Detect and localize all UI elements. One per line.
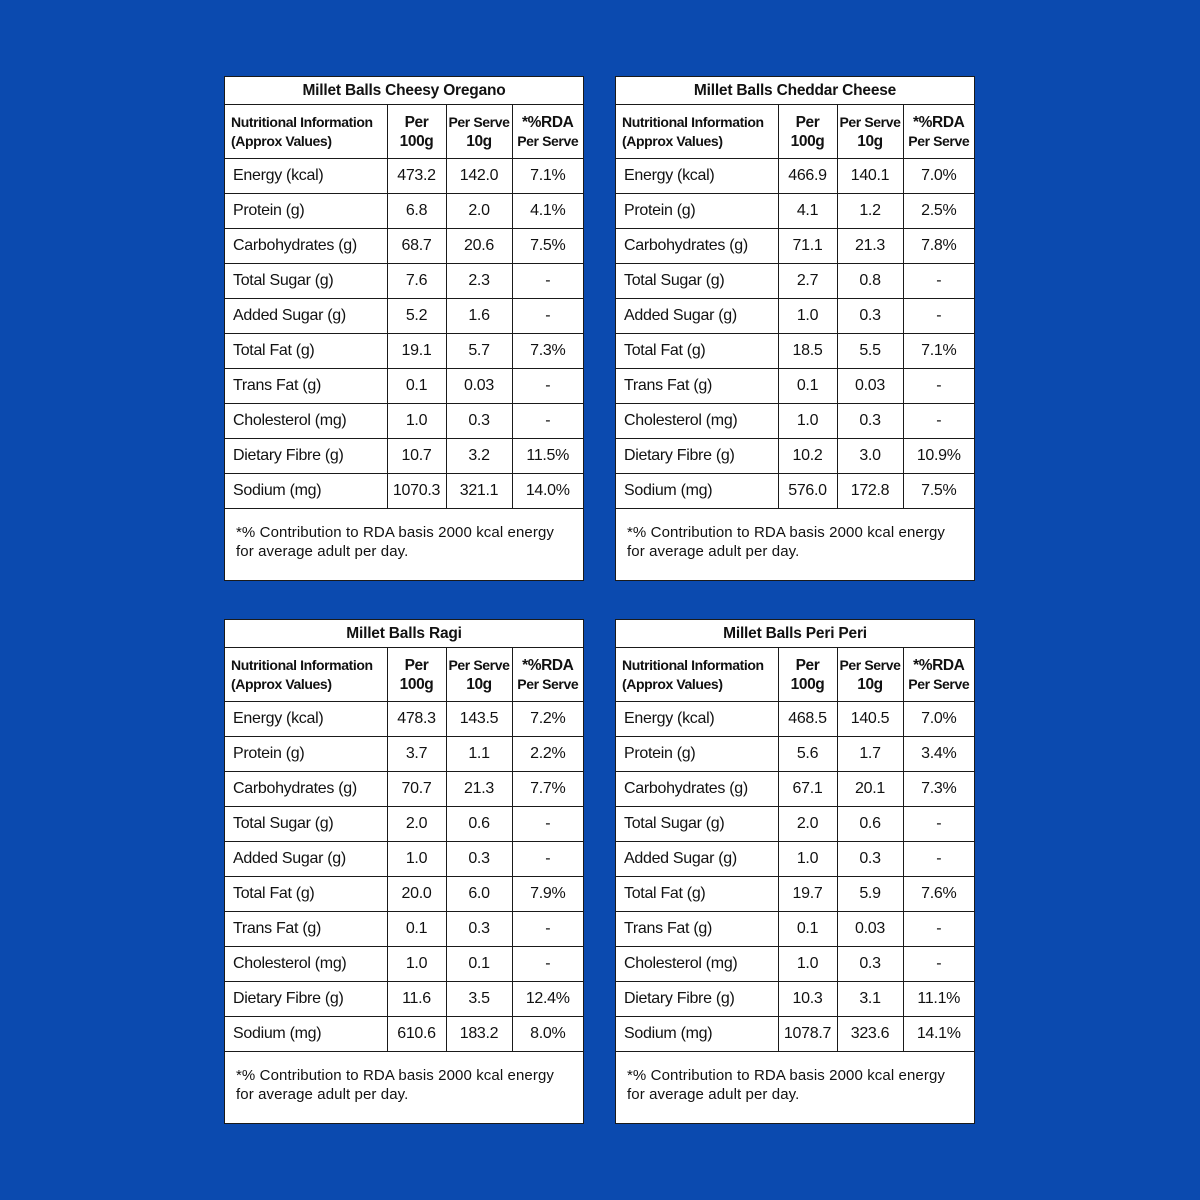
table-row (225, 877, 583, 912)
value-rda: 7.0% (903, 702, 974, 737)
table-row (225, 947, 583, 982)
value-rda: 2.5% (903, 194, 974, 229)
table-row (616, 912, 974, 947)
nutrition-panel-cheesy-oregano (224, 76, 584, 581)
value-rda: - (903, 369, 974, 404)
value-per-100g: 67.1 (778, 772, 837, 807)
nutrient-name: Sodium (mg) (225, 1017, 387, 1052)
nutrient-name: Protein (g) (225, 194, 387, 229)
nutrient-name: Total Fat (g) (225, 877, 387, 912)
value-per-100g: 473.2 (387, 159, 446, 194)
nutrient-name: Dietary Fibre (g) (225, 982, 387, 1017)
value-rda: - (903, 299, 974, 334)
table-row (225, 229, 583, 264)
footnote-line: *% Contribution to RDA basis 2000 kcal energy (627, 524, 946, 541)
table-row (616, 334, 974, 369)
nutrient-name: Protein (g) (225, 737, 387, 772)
value-rda: - (903, 842, 974, 877)
nutrient-name: Total Sugar (g) (225, 807, 387, 842)
header-nutritional-info (225, 648, 387, 702)
nutrient-name: Total Sugar (g) (616, 807, 778, 842)
header-label: Nutritional Information (231, 113, 373, 130)
value-per-serve: 140.5 (837, 702, 903, 737)
header-per-serve (837, 105, 903, 159)
value-rda: - (903, 947, 974, 982)
value-rda: 14.0% (512, 474, 583, 509)
value-rda: 7.1% (903, 334, 974, 369)
table-row (225, 1017, 583, 1052)
nutrition-panel-peri-peri (615, 619, 975, 1124)
value-per-100g: 70.7 (387, 772, 446, 807)
header-label: 10g (466, 675, 492, 693)
nutrient-name: Carbohydrates (g) (616, 772, 778, 807)
header-label: Nutritional Information (231, 656, 373, 673)
table-row (225, 299, 583, 334)
value-per-100g: 20.0 (387, 877, 446, 912)
header-label: Per (795, 113, 820, 131)
footnote-line: for average adult per day. (236, 1086, 409, 1103)
value-per-100g: 2.0 (778, 807, 837, 842)
nutrient-name: Carbohydrates (g) (616, 229, 778, 264)
value-per-100g: 610.6 (387, 1017, 446, 1052)
footnote (616, 509, 974, 562)
value-rda: - (512, 369, 583, 404)
nutrient-name: Dietary Fibre (g) (225, 439, 387, 474)
nutrient-name: Total Fat (g) (616, 334, 778, 369)
value-per-serve: 142.0 (446, 159, 512, 194)
value-per-serve: 0.3 (837, 947, 903, 982)
value-per-100g: 10.7 (387, 439, 446, 474)
value-per-serve: 3.2 (446, 439, 512, 474)
value-rda: 3.4% (903, 737, 974, 772)
nutrition-table (616, 77, 974, 561)
value-per-100g: 10.2 (778, 439, 837, 474)
value-per-100g: 19.7 (778, 877, 837, 912)
value-per-100g: 1.0 (778, 404, 837, 439)
footnote-line: for average adult per day. (236, 543, 409, 560)
table-row (225, 369, 583, 404)
value-per-serve: 3.0 (837, 439, 903, 474)
value-rda: 11.5% (512, 439, 583, 474)
value-per-100g: 1.0 (387, 842, 446, 877)
header-per-100g (778, 648, 837, 702)
value-rda: - (512, 912, 583, 947)
value-per-100g: 576.0 (778, 474, 837, 509)
nutrient-name: Sodium (mg) (616, 1017, 778, 1052)
value-rda: 7.6% (903, 877, 974, 912)
value-rda: - (903, 404, 974, 439)
table-row (616, 159, 974, 194)
nutrient-name: Added Sugar (g) (225, 299, 387, 334)
value-per-serve: 5.7 (446, 334, 512, 369)
value-rda: - (903, 807, 974, 842)
table-row (225, 772, 583, 807)
nutrient-name: Trans Fat (g) (225, 369, 387, 404)
value-per-serve: 0.3 (446, 912, 512, 947)
nutrient-name: Total Fat (g) (616, 877, 778, 912)
value-rda: - (903, 264, 974, 299)
header-label: Nutritional Information (622, 113, 764, 130)
value-per-100g: 0.1 (778, 369, 837, 404)
footnote-line: for average adult per day. (627, 1086, 800, 1103)
table-row (616, 737, 974, 772)
table-row (616, 194, 974, 229)
header-label: 100g (399, 132, 434, 150)
panel-title: Millet Balls Cheesy Oregano (225, 77, 583, 105)
footnote (616, 1052, 974, 1105)
table-row (616, 474, 974, 509)
value-per-100g: 19.1 (387, 334, 446, 369)
value-per-serve: 0.8 (837, 264, 903, 299)
value-per-100g: 1070.3 (387, 474, 446, 509)
header-label: *%RDA (522, 656, 574, 674)
value-rda: 10.9% (903, 439, 974, 474)
value-rda: 2.2% (512, 737, 583, 772)
nutrition-panel-cheddar-cheese (615, 76, 975, 581)
value-rda: 7.2% (512, 702, 583, 737)
value-per-100g: 0.1 (387, 912, 446, 947)
value-rda: 11.1% (903, 982, 974, 1017)
footnote-line: *% Contribution to RDA basis 2000 kcal energy (236, 524, 555, 541)
header-label: Per (404, 113, 429, 131)
nutrient-name: Trans Fat (g) (225, 912, 387, 947)
header-label: 10g (857, 675, 883, 693)
value-per-serve: 6.0 (446, 877, 512, 912)
header-label: Per (404, 656, 429, 674)
value-per-serve: 21.3 (446, 772, 512, 807)
value-per-100g: 10.3 (778, 982, 837, 1017)
header-label: Per Serve (908, 132, 970, 149)
nutrient-name: Total Sugar (g) (616, 264, 778, 299)
value-rda: 7.0% (903, 159, 974, 194)
header-label: (Approx Values) (622, 675, 723, 692)
value-per-serve: 321.1 (446, 474, 512, 509)
header-label: 100g (790, 675, 825, 693)
value-per-serve: 140.1 (837, 159, 903, 194)
nutrition-table (616, 620, 974, 1104)
table-header-row (616, 648, 974, 702)
panel-title: Millet Balls Peri Peri (616, 620, 974, 648)
value-per-serve: 0.6 (446, 807, 512, 842)
value-per-serve: 1.2 (837, 194, 903, 229)
table-row (616, 404, 974, 439)
header-per-100g (778, 105, 837, 159)
nutrient-name: Cholesterol (mg) (616, 947, 778, 982)
header-nutritional-info (616, 105, 778, 159)
value-per-serve: 21.3 (837, 229, 903, 264)
value-rda: - (512, 264, 583, 299)
value-per-100g: 6.8 (387, 194, 446, 229)
nutrient-name: Energy (kcal) (225, 702, 387, 737)
value-rda: 7.5% (512, 229, 583, 264)
nutrient-name: Sodium (mg) (225, 474, 387, 509)
header-label: 100g (399, 675, 434, 693)
value-per-100g: 1.0 (778, 947, 837, 982)
value-per-serve: 0.3 (446, 404, 512, 439)
value-per-100g: 11.6 (387, 982, 446, 1017)
header-nutritional-info (225, 105, 387, 159)
header-label: *%RDA (913, 113, 965, 131)
footnote-line: *% Contribution to RDA basis 2000 kcal energy (236, 1067, 555, 1084)
header-label: Per Serve (448, 113, 510, 130)
nutrient-name: Added Sugar (g) (616, 842, 778, 877)
value-rda: 7.9% (512, 877, 583, 912)
value-per-100g: 7.6 (387, 264, 446, 299)
value-rda: 7.1% (512, 159, 583, 194)
footnote (225, 509, 583, 562)
value-per-serve: 2.3 (446, 264, 512, 299)
value-per-serve: 1.1 (446, 737, 512, 772)
value-rda: 7.3% (903, 772, 974, 807)
value-rda: - (903, 912, 974, 947)
value-per-100g: 3.7 (387, 737, 446, 772)
header-label: (Approx Values) (231, 132, 332, 149)
header-per-100g (387, 648, 446, 702)
nutrient-name: Added Sugar (g) (616, 299, 778, 334)
value-per-100g: 68.7 (387, 229, 446, 264)
value-rda: 14.1% (903, 1017, 974, 1052)
value-per-100g: 0.1 (778, 912, 837, 947)
nutrient-name: Trans Fat (g) (616, 912, 778, 947)
nutrient-name: Energy (kcal) (616, 702, 778, 737)
value-per-serve: 1.7 (837, 737, 903, 772)
nutrient-name: Energy (kcal) (616, 159, 778, 194)
table-row (225, 474, 583, 509)
table-row (225, 194, 583, 229)
value-per-serve: 0.1 (446, 947, 512, 982)
header-label: Per Serve (908, 675, 970, 692)
table-row (225, 982, 583, 1017)
value-per-serve: 1.6 (446, 299, 512, 334)
nutrient-name: Total Fat (g) (225, 334, 387, 369)
value-per-100g: 478.3 (387, 702, 446, 737)
table-row (616, 439, 974, 474)
nutrient-name: Dietary Fibre (g) (616, 982, 778, 1017)
table-row (616, 369, 974, 404)
header-per-serve (837, 648, 903, 702)
table-row (616, 842, 974, 877)
footnote-line: *% Contribution to RDA basis 2000 kcal energy (627, 1067, 946, 1084)
table-row (616, 299, 974, 334)
value-per-serve: 0.3 (446, 842, 512, 877)
header-rda (512, 105, 583, 159)
value-per-100g: 1.0 (778, 299, 837, 334)
value-rda: - (512, 404, 583, 439)
value-per-serve: 183.2 (446, 1017, 512, 1052)
table-row (616, 229, 974, 264)
header-label: *%RDA (913, 656, 965, 674)
header-label: 100g (790, 132, 825, 150)
header-label: 10g (857, 132, 883, 150)
value-rda: 7.3% (512, 334, 583, 369)
header-label: 10g (466, 132, 492, 150)
value-per-serve: 0.03 (837, 912, 903, 947)
value-per-100g: 1078.7 (778, 1017, 837, 1052)
header-label: Nutritional Information (622, 656, 764, 673)
table-row (616, 702, 974, 737)
nutrient-name: Cholesterol (mg) (616, 404, 778, 439)
header-rda (512, 648, 583, 702)
value-per-100g: 1.0 (778, 842, 837, 877)
table-row (225, 159, 583, 194)
header-per-serve (446, 648, 512, 702)
value-per-100g: 0.1 (387, 369, 446, 404)
table-row (225, 912, 583, 947)
value-per-serve: 172.8 (837, 474, 903, 509)
table-header-row (616, 105, 974, 159)
header-label: *%RDA (522, 113, 574, 131)
value-per-serve: 5.9 (837, 877, 903, 912)
value-per-100g: 71.1 (778, 229, 837, 264)
nutrient-name: Dietary Fibre (g) (616, 439, 778, 474)
value-per-100g: 466.9 (778, 159, 837, 194)
value-per-100g: 2.0 (387, 807, 446, 842)
table-row (616, 1017, 974, 1052)
header-label: Per Serve (448, 656, 510, 673)
value-rda: - (512, 947, 583, 982)
nutrient-name: Cholesterol (mg) (225, 947, 387, 982)
nutrition-panel-ragi (224, 619, 584, 1124)
value-rda: - (512, 299, 583, 334)
table-row (225, 334, 583, 369)
table-row (616, 772, 974, 807)
header-label: Per Serve (517, 132, 579, 149)
header-label: Per Serve (839, 656, 901, 673)
value-per-100g: 1.0 (387, 947, 446, 982)
footnote-line: for average adult per day. (627, 543, 800, 560)
nutrient-name: Carbohydrates (g) (225, 229, 387, 264)
header-rda (903, 648, 974, 702)
header-rda (903, 105, 974, 159)
nutrient-name: Carbohydrates (g) (225, 772, 387, 807)
table-row (225, 702, 583, 737)
nutrient-name: Cholesterol (mg) (225, 404, 387, 439)
table-row (225, 439, 583, 474)
table-row (616, 947, 974, 982)
value-per-100g: 1.0 (387, 404, 446, 439)
nutrient-name: Sodium (mg) (616, 474, 778, 509)
value-per-100g: 18.5 (778, 334, 837, 369)
value-per-serve: 3.1 (837, 982, 903, 1017)
value-rda: 4.1% (512, 194, 583, 229)
value-per-serve: 3.5 (446, 982, 512, 1017)
table-row (225, 264, 583, 299)
table-row (225, 807, 583, 842)
value-per-serve: 0.03 (446, 369, 512, 404)
value-rda: 7.8% (903, 229, 974, 264)
table-header-row (225, 648, 583, 702)
table-row (616, 264, 974, 299)
header-label: Per Serve (839, 113, 901, 130)
table-row (225, 737, 583, 772)
nutrient-name: Total Sugar (g) (225, 264, 387, 299)
value-per-serve: 0.3 (837, 299, 903, 334)
value-per-serve: 20.6 (446, 229, 512, 264)
nutrition-table (225, 620, 583, 1104)
table-header-row (225, 105, 583, 159)
value-per-serve: 0.03 (837, 369, 903, 404)
value-rda: 8.0% (512, 1017, 583, 1052)
header-label: Per Serve (517, 675, 579, 692)
value-per-serve: 0.6 (837, 807, 903, 842)
value-per-serve: 20.1 (837, 772, 903, 807)
table-row (616, 807, 974, 842)
value-per-100g: 5.6 (778, 737, 837, 772)
header-nutritional-info (616, 648, 778, 702)
value-per-100g: 2.7 (778, 264, 837, 299)
nutrient-name: Added Sugar (g) (225, 842, 387, 877)
value-rda: 12.4% (512, 982, 583, 1017)
value-per-serve: 143.5 (446, 702, 512, 737)
nutrient-name: Trans Fat (g) (616, 369, 778, 404)
nutrient-name: Protein (g) (616, 194, 778, 229)
panel-title: Millet Balls Cheddar Cheese (616, 77, 974, 105)
panel-title: Millet Balls Ragi (225, 620, 583, 648)
header-per-serve (446, 105, 512, 159)
header-label: (Approx Values) (231, 675, 332, 692)
value-rda: 7.5% (903, 474, 974, 509)
value-rda: 7.7% (512, 772, 583, 807)
header-label: (Approx Values) (622, 132, 723, 149)
value-per-serve: 323.6 (837, 1017, 903, 1052)
header-label: Per (795, 656, 820, 674)
value-rda: - (512, 842, 583, 877)
value-per-serve: 0.3 (837, 842, 903, 877)
table-row (225, 842, 583, 877)
value-per-serve: 0.3 (837, 404, 903, 439)
value-per-100g: 5.2 (387, 299, 446, 334)
nutrition-table (225, 77, 583, 561)
value-per-100g: 4.1 (778, 194, 837, 229)
table-row (225, 404, 583, 439)
value-per-100g: 468.5 (778, 702, 837, 737)
nutrient-name: Protein (g) (616, 737, 778, 772)
value-per-serve: 5.5 (837, 334, 903, 369)
table-row (616, 982, 974, 1017)
value-rda: - (512, 807, 583, 842)
nutrient-name: Energy (kcal) (225, 159, 387, 194)
footnote (225, 1052, 583, 1105)
value-per-serve: 2.0 (446, 194, 512, 229)
header-per-100g (387, 105, 446, 159)
table-row (616, 877, 974, 912)
